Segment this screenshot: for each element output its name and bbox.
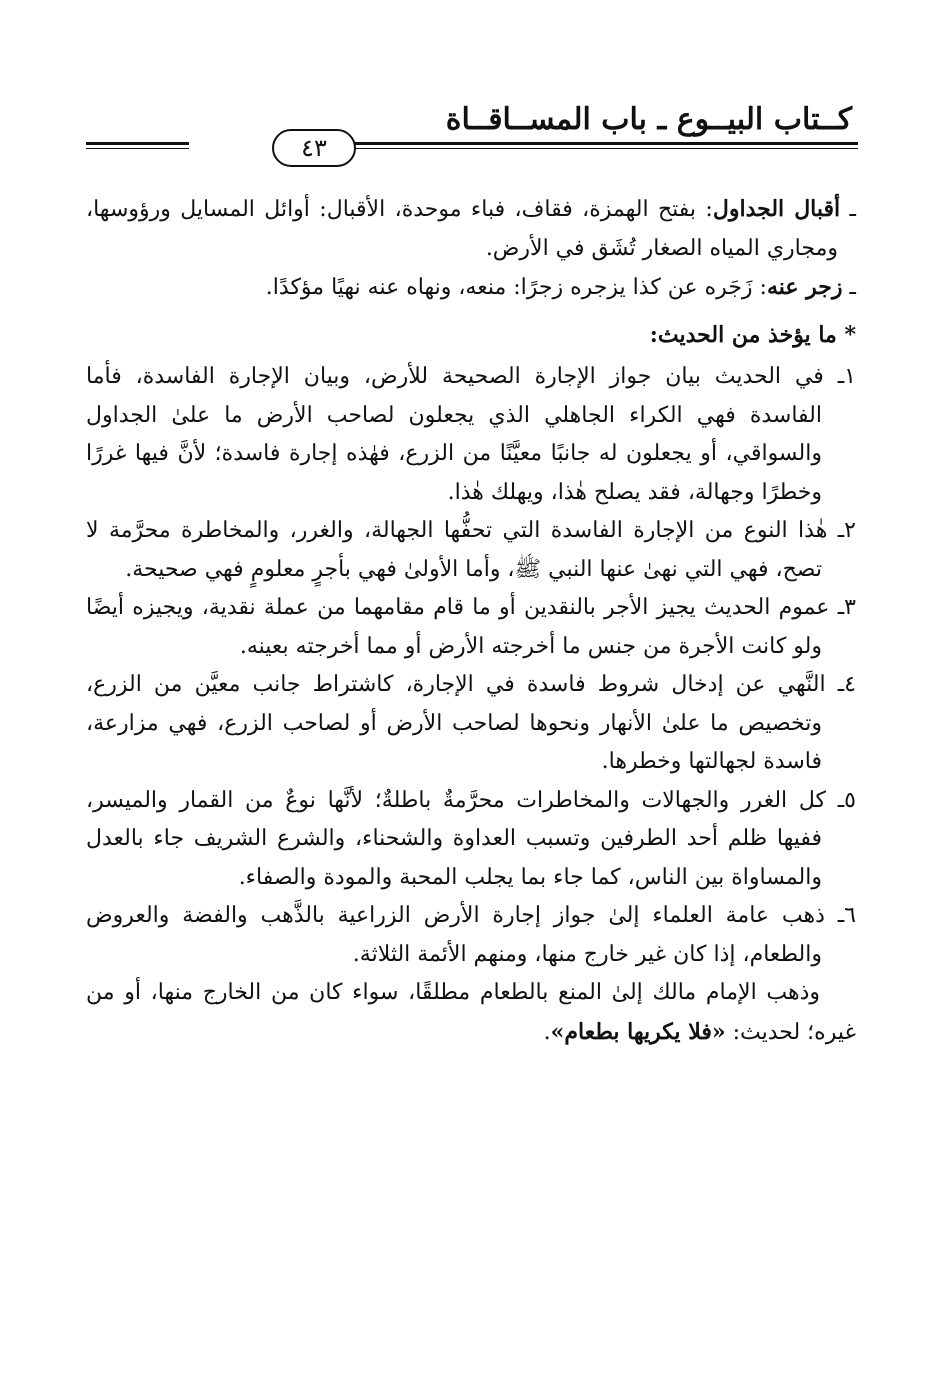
running-header-title: كــتاب البيــوع ـ باب المســاقــاة xyxy=(445,102,852,137)
body-text xyxy=(86,190,856,1052)
numbered-item xyxy=(86,666,856,782)
item-text: هٰذا النوع من الإجارة الفاسدة التي تحفُّها الجهالة، والغرر، والمخاطرة محرَّمة لا تصح، فهي التي نهىٰ عنها النبي ﷺ، وأما الأولىٰ فهي بأجرٍ معلومٍ فهي صحيحة. xyxy=(86,518,828,582)
numbered-item xyxy=(86,589,856,666)
numbered-item xyxy=(86,512,856,589)
item-number: ٥ـ xyxy=(837,787,856,813)
item-text: عموم الحديث يجيز الأجر بالنقدين أو ما قام مقامهما من عملة نقدية، ويجيزه أيضًا ولو كانت الأجرة من جنس ما أخرجته الأرض أو مما أخرجته بعينه. xyxy=(86,595,830,659)
page-number: ٤٣ xyxy=(272,129,356,167)
section-heading: * ما يؤخذ من الحديث: xyxy=(649,321,856,348)
item-number: ٦ـ xyxy=(837,903,856,928)
definition-term: زجر عنه xyxy=(766,274,843,300)
definition-text: : زَجَره عن كذا يزجره زجرًا: منعه، ونهاه عنه نهيًا مؤكدًا. xyxy=(265,275,767,300)
header-rule-right xyxy=(354,142,858,149)
hadith-quote: «فلا يكريها بطعام» xyxy=(550,1018,726,1045)
item-text: النَّهي عن إدخال شروط فاسدة في الإجارة، كاشتراط جانب معيَّن من الزرع، وتخصيص ما علىٰ الأنهار ونحوها لصاحب الأرض أو لصاحب الزرع، فهي مزارعة، فاسدة لجهالتها وخطرها. xyxy=(86,672,826,774)
numbered-item xyxy=(86,897,856,974)
numbered-item xyxy=(86,358,856,512)
item-text: ذهب عامة العلماء إلىٰ جواز إجارة الأرض الزراعية بالذَّهب والفضة والعروض والطعام، إذا كان غير خارج منها، ومنهم الأئمة الثلاثة. xyxy=(86,903,825,967)
header-rule xyxy=(86,128,858,168)
item-text: كل الغرر والجهالات والمخاطرات محرَّمةٌ باطلةٌ؛ لأنَّها نوعٌ من القمار والميسر، ففيها ظلم أحد الطرفين وتسبب العداوة والشحناء، والشرع الشريف جاء بالعدل والمساواة بين الناس، كما جاء بما يجلب المحبة والمودة والصفاء. xyxy=(86,787,827,890)
header-rule-left xyxy=(86,142,189,149)
definition-entry: ـ أقبال الجداول: بفتح الهمزة، فقاف، فباء موحدة، الأقبال: أوائل المسايل ورؤوسها، ومجاري المياه الصغار تُشَق في الأرض. xyxy=(86,196,856,261)
definition-entry: ـ زجر عنه: زَجَره عن كذا يزجره زجرًا: منعه، ونهاه عنه نهيًا مؤكدًا. xyxy=(265,274,856,300)
item-number: ٣ـ xyxy=(837,595,856,620)
item-number: ٢ـ xyxy=(837,518,856,543)
item-number: ١ـ xyxy=(837,364,856,389)
item-text: في الحديث بيان جواز الإجارة الصحيحة للأرض، وبيان الإجارة الفاسدة، فأما الفاسدة فهي الكراء الجاهلي الذي يجعلون لصاحب الأرض ما علىٰ الجداول والسواقي، أو يجعلون له جانبًا معيَّنًا من الزرع، فهٰذه إجارة فاسدة؛ لأنَّ فيها غررًا وخطرًا وجهالة، فقد يصلح هٰذا، ويهلك هٰذا. xyxy=(86,364,824,505)
item-number: ٤ـ xyxy=(837,672,856,697)
definition-text: : بفتح الهمزة، فقاف، فباء موحدة، الأقبال: أوائل المسايل ورؤوسها، ومجاري المياه الصغار تُشَق في الأرض. xyxy=(86,197,838,261)
definition-term: أقبال الجداول xyxy=(712,196,841,222)
closing-paragraph: وذهب الإمام مالك إلىٰ المنع بالطعام مطلقًا، سواء كان من الخارج منها، أو من غيره؛ لحديث: «فلا يكريها بطعام». xyxy=(86,980,856,1045)
numbered-item xyxy=(86,782,856,898)
